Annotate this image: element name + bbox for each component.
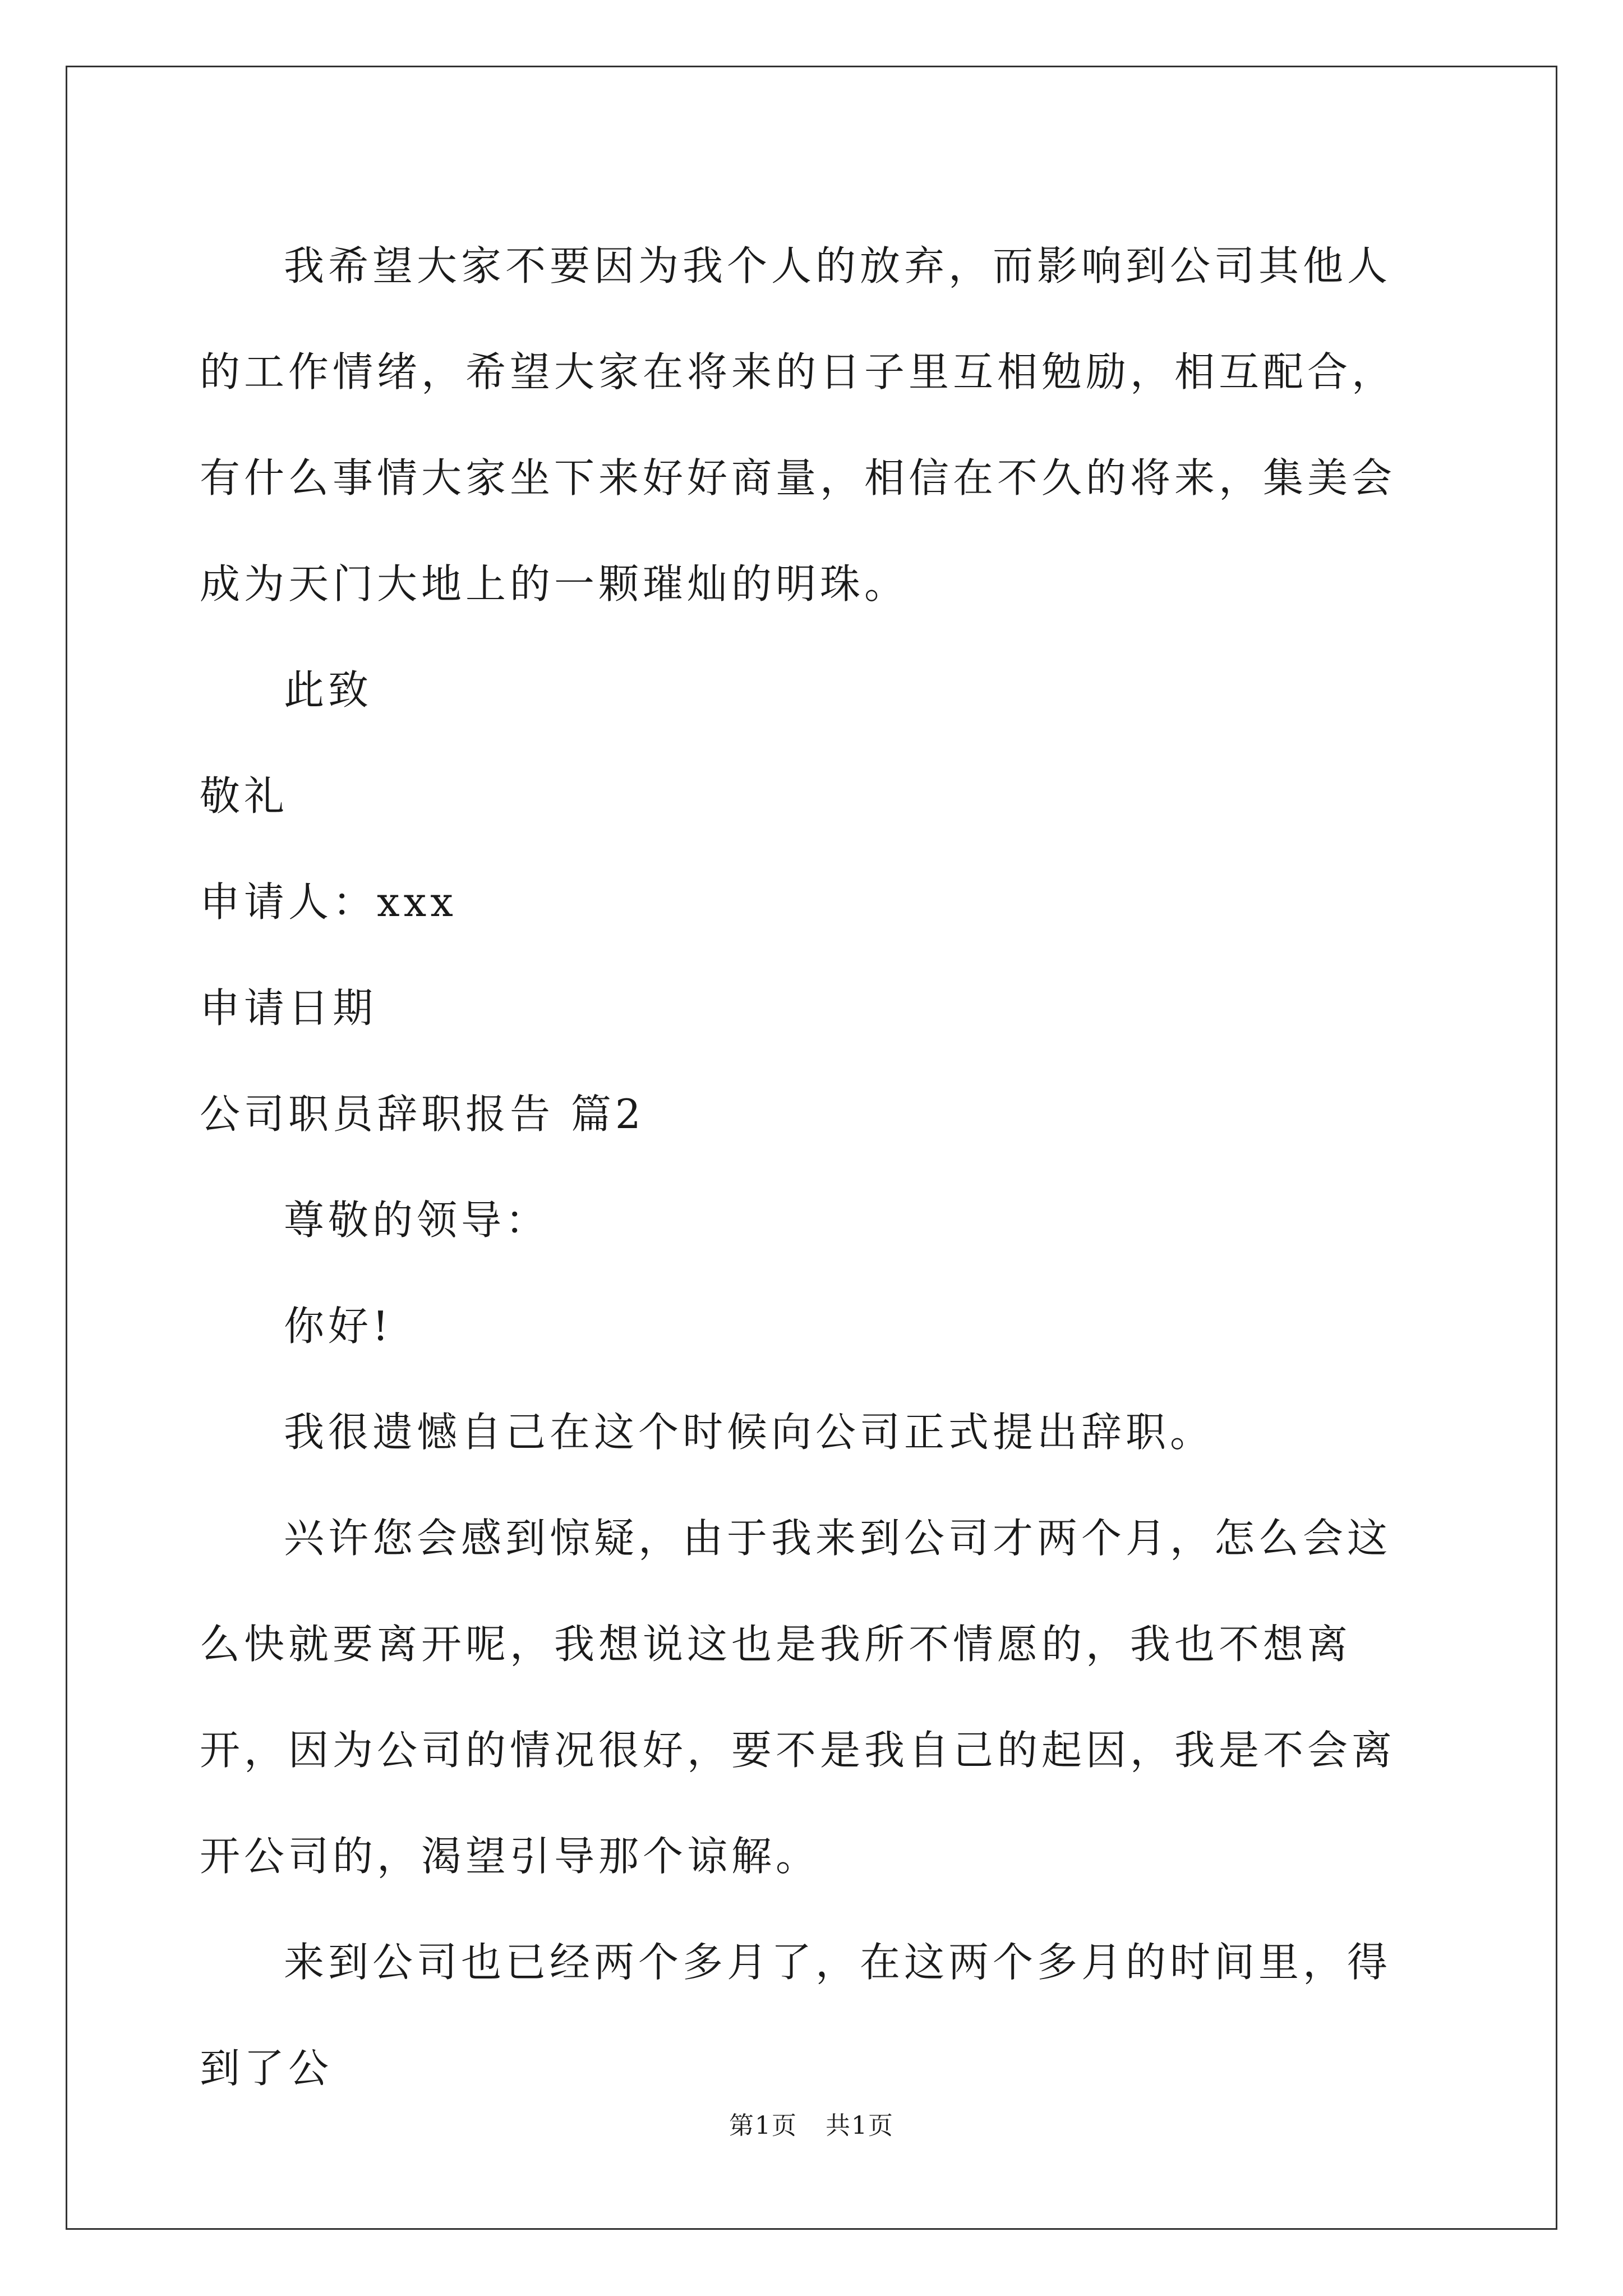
paragraph-hello: 你好! <box>284 1303 393 1350</box>
paragraph-salutation-cizhi: 此致 <box>284 666 373 714</box>
total-pages: 共1页 <box>826 2111 894 2140</box>
document-body <box>200 213 1428 2122</box>
page-footer <box>0 2109 1623 2143</box>
paragraph-closing-wishes: 我希望大家不要因为我个人的放弃，而影响到公司其他人的工作情绪，希望大家在将来的日子里互相勉励，相互配合，有什么事情大家坐下来好好商量，相信在不久的将来，集美会成为天门大地上的一颗璀灿的明珠。 <box>200 242 1396 608</box>
paragraph-resignation-statement: 我很遗憾自己在这个时候向公司正式提出辞职。 <box>284 1409 1215 1456</box>
paragraph-explanation: 兴许您会感到惊疑，由于我来到公司才两个月，怎么会这么快就要离开呢，我想说这也是我所不情愿的，我也不想离开，因为公司的情况很好，要不是我自己的起因，我是不会离开公司的，渴望引导那个谅解。 <box>200 1515 1396 1880</box>
paragraph-application-date: 申请日期 <box>200 984 377 1032</box>
paragraph-salutation-jingli: 敬礼 <box>200 772 289 820</box>
page-number: 第1页 <box>729 2111 797 2140</box>
paragraph-experience: 来到公司也已经两个多月了，在这两个多月的时间里，得到了公 <box>200 1939 1392 2092</box>
paragraph-greeting-leader: 尊敬的领导： <box>284 1197 550 1244</box>
section-heading: 公司职员辞职报告 篇2 <box>200 1091 645 1138</box>
paragraph-applicant: 申请人：xxx <box>200 878 457 926</box>
